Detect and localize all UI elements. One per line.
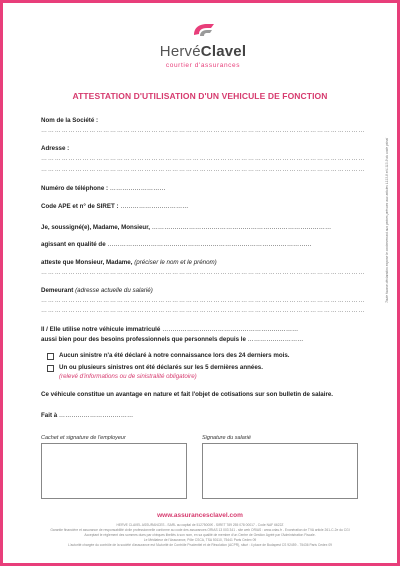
undersigned-label: Je, soussigné(e), Madame, Monsieur, [41, 224, 150, 231]
legal-line-2: Garantie financière et assurance de responsabilité civile professionnelle conforme au code des assurances ORIAS 13 003 341 - site web ORIAS : www.orias.fr - Exonération de TVA article 261-C-2e du CGI [50, 528, 350, 532]
address-label [41, 145, 69, 153]
ape-field[interactable]: …………………………… [120, 203, 189, 210]
legal-line-5: L'autorité chargée du contrôle de la société d'assurance est l'Autorité de Contrôle Prudentiel et de Résolution (ACPR), situé : 4 place de Budapest CS 92459 - 75436 Paris Cedex 09 [68, 543, 332, 547]
phone-field[interactable]: ……………………… [109, 185, 166, 192]
logo-name-bold: Clavel [200, 43, 247, 60]
company-name-label [41, 117, 98, 125]
undersigned-line [41, 224, 331, 232]
capacity-label: agissant en qualité de [41, 241, 106, 248]
legal-line-4: Le Médiateur de l'Assurance, Pôle CSCA, TSA 50110, 75441 Paris Cedex 09 [143, 538, 257, 542]
place-line [41, 412, 133, 420]
attests-line [41, 259, 217, 267]
ape-label: Code APE et n° de SIRET : [41, 203, 119, 210]
attests-label: atteste que Monsieur, Madame, [41, 259, 133, 266]
claims-checkbox[interactable] [47, 365, 54, 372]
vehicle-line [41, 326, 298, 334]
no-claims-checkbox[interactable] [47, 353, 54, 360]
claims-line [59, 364, 263, 372]
benefit-statement: Ce véhicule constitue un avantage en nature et fait l'objet de cotisations sur son bulletin de salaire. [41, 391, 334, 398]
employer-signature-box[interactable] [41, 443, 187, 499]
claims-label: Un ou plusieurs sinistres ont été déclarés sur les 5 dernières années. [59, 364, 263, 371]
undersigned-field[interactable]: …………………………………………………………………………… [151, 224, 332, 231]
employee-signature-box[interactable] [202, 443, 358, 499]
capacity-field[interactable]: ……………………………………………………………………………………… [107, 241, 312, 248]
no-claims-label: Aucun sinistre n'a été déclaré à notre connaissance lors des 24 derniers mois. [59, 352, 290, 359]
capacity-line [41, 241, 312, 249]
residence-note: (adresse actuelle du salarié) [75, 287, 153, 294]
claims-note-line [59, 373, 197, 381]
attests-note: (préciser le nom et le prénom) [134, 259, 217, 266]
place-label: Fait à [41, 412, 58, 419]
claims-note: (relevé d'informations ou de sinistralité obligatoire) [59, 373, 197, 380]
company-logo [153, 21, 253, 81]
residence-field-1[interactable]: …………………………………………………………………………………………………………………………… [41, 298, 366, 304]
logo-tagline: courtier d'assurances [165, 62, 241, 69]
residence-field-2[interactable]: …………………………………………………………………………………………………………………………… [41, 308, 366, 314]
website-link[interactable]: www.assurancesclavel.com [157, 512, 243, 519]
address-field-2[interactable]: …………………………………………………………………………………………………………………………… [41, 167, 366, 173]
document-page [3, 3, 397, 563]
address-label-text: Adresse : [41, 145, 70, 152]
residence-label: Demeurant [41, 287, 74, 294]
ape-line [41, 203, 188, 211]
address-field-1[interactable]: …………………………………………………………………………………………………………………………… [41, 156, 366, 162]
employee-name-field[interactable]: …………………………………………………………………………………………………………………………… [41, 270, 366, 276]
no-claims-line [59, 352, 290, 360]
use-since-label: aussi bien pour des besoins professionnels que personnels depuis le [41, 336, 246, 343]
company-name-field[interactable]: …………………………………………………………………………………………………………………………… [41, 128, 366, 134]
logo-mark-icon [190, 21, 216, 41]
side-note-text: Toute fausse déclaration expose le contrevenant aux peines prévues aux articles L113-8 et L113-9 du code pénal [385, 137, 389, 303]
logo-name-light: Hervé [159, 43, 201, 60]
use-since-field[interactable]: ……………………… [247, 336, 304, 343]
company-name-label-text: Nom de la Société : [41, 117, 99, 124]
legal-line-3: Acceptant le règlement des sommes dues par chèques libellés à son nom, en sa qualité de membre d'un Centre de Gestion Agréé par l'Administration Fiscale. [84, 533, 316, 537]
benefit-line [41, 391, 333, 399]
use-since-line [41, 336, 303, 344]
employer-signature-label: Cachet et signature de l'employeur [41, 435, 126, 441]
vehicle-plate-field[interactable]: ………………………………………………………… [162, 326, 299, 333]
employee-signature-label: Signature du salarié [202, 435, 251, 441]
vehicle-label: Il / Elle utilise notre véhicule immatriculé [41, 326, 161, 333]
phone-line [41, 185, 165, 193]
logo-name [153, 43, 253, 60]
phone-label: Numéro de téléphone : [41, 185, 109, 192]
residence-line [41, 287, 153, 295]
legal-line-1: HERVE CLAVEL ASSURANCES - SARL au capital de 51275000€ - SIRET 789 255 078 00017 - Code NAF 6622Z [116, 523, 284, 527]
place-field[interactable]: ……………………………… [58, 412, 134, 419]
document-title: ATTESTATION D'UTILISATION D'UN VEHICULE DE FONCTION [72, 91, 328, 101]
